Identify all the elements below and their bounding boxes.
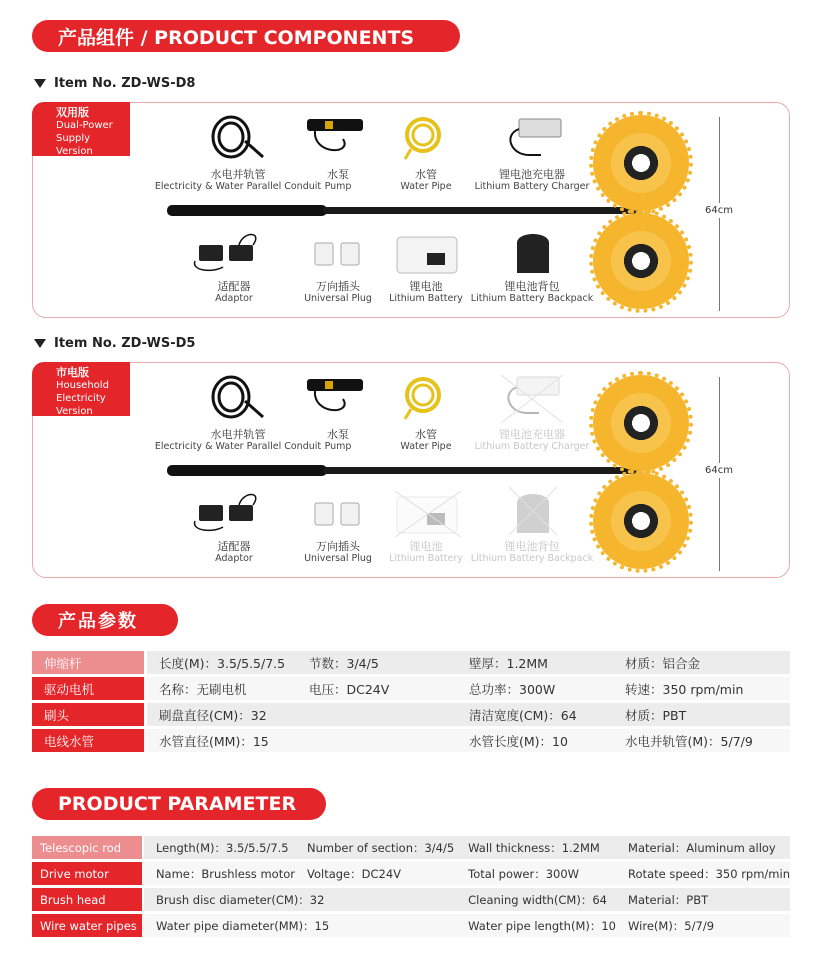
comp-en: Universal Plug — [304, 293, 372, 304]
table-cell: 刷盘直径(CM)：32 — [147, 703, 457, 726]
pole-grip — [167, 465, 327, 476]
kit1-tag-en1: Dual-Power — [56, 120, 113, 131]
table-cell: 总功率：300W — [457, 677, 613, 700]
water-pipe-icon — [401, 375, 447, 421]
comp-cn: 水泵 — [327, 428, 349, 441]
table-row — [32, 836, 790, 859]
table-cell: 节数：3/4/5 — [297, 651, 457, 674]
comp-en: Pump — [324, 441, 352, 452]
kit1-comp-backpack — [467, 281, 597, 305]
kit2-version-tag — [32, 362, 130, 416]
conduit-icon — [209, 111, 269, 165]
pole-grip — [167, 205, 327, 216]
en-spec-table — [32, 833, 790, 940]
kit2-item-number-text: Item No. ZD-WS-D5 — [54, 336, 196, 351]
table-cell: 材质：PBT — [613, 703, 790, 726]
kit1-comp-charger — [467, 169, 597, 193]
comp-en: Electricity & Water Parallel Conduit — [154, 181, 322, 192]
kit1-item-number-text: Item No. ZD-WS-D8 — [54, 76, 196, 91]
components-section-title: 产品组件 / PRODUCT COMPONENTS — [32, 20, 460, 52]
water-pipe-icon — [401, 115, 447, 161]
brush-head-top — [593, 375, 689, 471]
table-cell: Length(M)：3.5/5.5/7.5 — [144, 836, 295, 859]
comp-cn: 水电并轨管 — [210, 168, 266, 181]
brush-head-top — [593, 115, 689, 211]
row-label: 伸缩杆 — [32, 651, 144, 674]
universal-plug-icon — [313, 497, 363, 531]
row-label: Telescopic rod — [32, 836, 142, 859]
comp-cn: 锂电池充电器 — [499, 168, 565, 181]
row-label: 驱动电机 — [32, 677, 144, 700]
pole — [323, 467, 643, 474]
comp-cn: 水管 — [415, 428, 437, 441]
table-cell: Rotate speed：350 rpm/min — [616, 862, 790, 885]
comp-en: Pump — [324, 181, 352, 192]
comp-en: Lithium Battery — [389, 553, 463, 564]
kit2-item-number — [34, 336, 195, 351]
params-en-section-title: PRODUCT PARAMETER — [32, 788, 326, 820]
kit2-comp-charger-excluded — [467, 429, 597, 453]
table-cell: 材质：铝合金 — [613, 651, 790, 674]
comp-cn: 锂电池背包 — [504, 540, 560, 553]
kit1-tag-cn: 双用版 — [56, 106, 89, 119]
table-cell: Name：Brushless motor — [144, 862, 295, 885]
table-cell: Cleaning width(CM)：64 — [456, 888, 616, 911]
table-cell: Wall thickness：1.2MM — [456, 836, 616, 859]
table-cell: 水管长度(M)：10 — [457, 729, 613, 752]
comp-en: Lithium Battery Backpack — [470, 553, 594, 564]
table-cell: 长度(M)：3.5/5.5/7.5 — [147, 651, 297, 674]
kit2-panel — [32, 362, 790, 578]
kit2-tag-en2: Electricity Version — [56, 393, 106, 417]
table-row — [32, 729, 790, 752]
charger-icon-crossed — [499, 373, 565, 425]
triangle-icon — [34, 79, 46, 88]
comp-cn: 万向插头 — [316, 540, 360, 553]
comp-cn: 水泵 — [327, 168, 349, 181]
comp-en: Lithium Battery Charger — [474, 441, 590, 452]
comp-en: Lithium Battery — [389, 293, 463, 304]
params-cn-section-title: 产品参数 — [32, 604, 178, 636]
table-cell: 清洁宽度(CM)：64 — [457, 703, 613, 726]
table-row — [32, 862, 790, 885]
universal-plug-icon — [313, 237, 363, 271]
battery-icon — [395, 233, 459, 275]
kit1-version-tag — [32, 102, 130, 156]
comp-en: Adaptor — [215, 293, 253, 304]
comp-cn: 锂电池背包 — [504, 280, 560, 293]
row-label: Brush head — [32, 888, 142, 911]
adaptor-icon — [193, 491, 265, 533]
battery-icon-crossed — [393, 489, 463, 539]
kit1-panel — [32, 102, 790, 318]
table-cell: 壁厚：1.2MM — [457, 651, 613, 674]
table-cell: Voltage：DC24V — [295, 862, 456, 885]
brush-head-bottom — [593, 473, 689, 569]
comp-en: Universal Plug — [304, 553, 372, 564]
kit2-comp-backpack-excluded — [467, 541, 597, 565]
charger-icon — [501, 115, 565, 161]
row-label: 电线水管 — [32, 729, 144, 752]
comp-cn: 适配器 — [217, 280, 251, 293]
table-row — [32, 888, 790, 911]
comp-cn: 水管 — [415, 168, 437, 181]
table-cell: 转速：350 rpm/min — [613, 677, 790, 700]
comp-cn: 万向插头 — [316, 280, 360, 293]
kit2-tag-en1: Household — [56, 380, 109, 391]
table-cell: Water pipe length(M)：10 — [456, 914, 616, 937]
row-label: Wire water pipes — [32, 914, 142, 937]
table-cell: Wire(M)：5/7/9 — [616, 914, 790, 937]
table-cell: 电压：DC24V — [297, 677, 457, 700]
comp-en: Lithium Battery Charger — [474, 181, 590, 192]
backpack-icon — [511, 227, 555, 275]
comp-cn: 锂电池充电器 — [499, 428, 565, 441]
brush-head-bottom — [593, 213, 689, 309]
table-row — [32, 703, 790, 726]
height-label: 64cm — [705, 465, 733, 476]
comp-en: Water Pipe — [400, 181, 452, 192]
cn-spec-table — [32, 648, 790, 755]
pump-icon — [303, 375, 369, 421]
adaptor-icon — [193, 231, 265, 273]
kit2-tag-cn: 市电版 — [56, 366, 89, 379]
table-cell: 水电并轨管(M)：5/7/9 — [613, 729, 790, 752]
pole — [323, 207, 643, 214]
table-row — [32, 914, 790, 937]
comp-cn: 适配器 — [217, 540, 251, 553]
conduit-icon — [209, 371, 269, 425]
table-row — [32, 651, 790, 674]
kit1-item-number — [34, 76, 195, 91]
pump-icon — [303, 115, 369, 161]
table-cell: 名称：无刷电机 — [147, 677, 297, 700]
table-cell: Number of section：3/4/5 — [295, 836, 456, 859]
comp-cn: 锂电池 — [409, 280, 443, 293]
table-cell: 水管直径(MM)：15 — [147, 729, 457, 752]
table-cell: Water pipe diameter(MM)：15 — [144, 914, 456, 937]
table-row — [32, 677, 790, 700]
row-label: Drive motor — [32, 862, 142, 885]
height-label: 64cm — [705, 205, 733, 216]
comp-en: Electricity & Water Parallel Conduit — [154, 441, 322, 452]
kit1-tag-en2: Supply Version — [56, 133, 93, 157]
backpack-icon-crossed — [507, 485, 559, 537]
table-cell: Material：Aluminum alloy — [616, 836, 790, 859]
table-cell: Material：PBT — [616, 888, 790, 911]
comp-cn: 水电并轨管 — [210, 428, 266, 441]
comp-en: Adaptor — [215, 553, 253, 564]
comp-cn: 锂电池 — [409, 540, 443, 553]
table-cell: Total power：300W — [456, 862, 616, 885]
row-label: 刷头 — [32, 703, 144, 726]
comp-en: Lithium Battery Backpack — [470, 293, 594, 304]
table-cell: Brush disc diameter(CM)：32 — [144, 888, 456, 911]
comp-en: Water Pipe — [400, 441, 452, 452]
triangle-icon — [34, 339, 46, 348]
